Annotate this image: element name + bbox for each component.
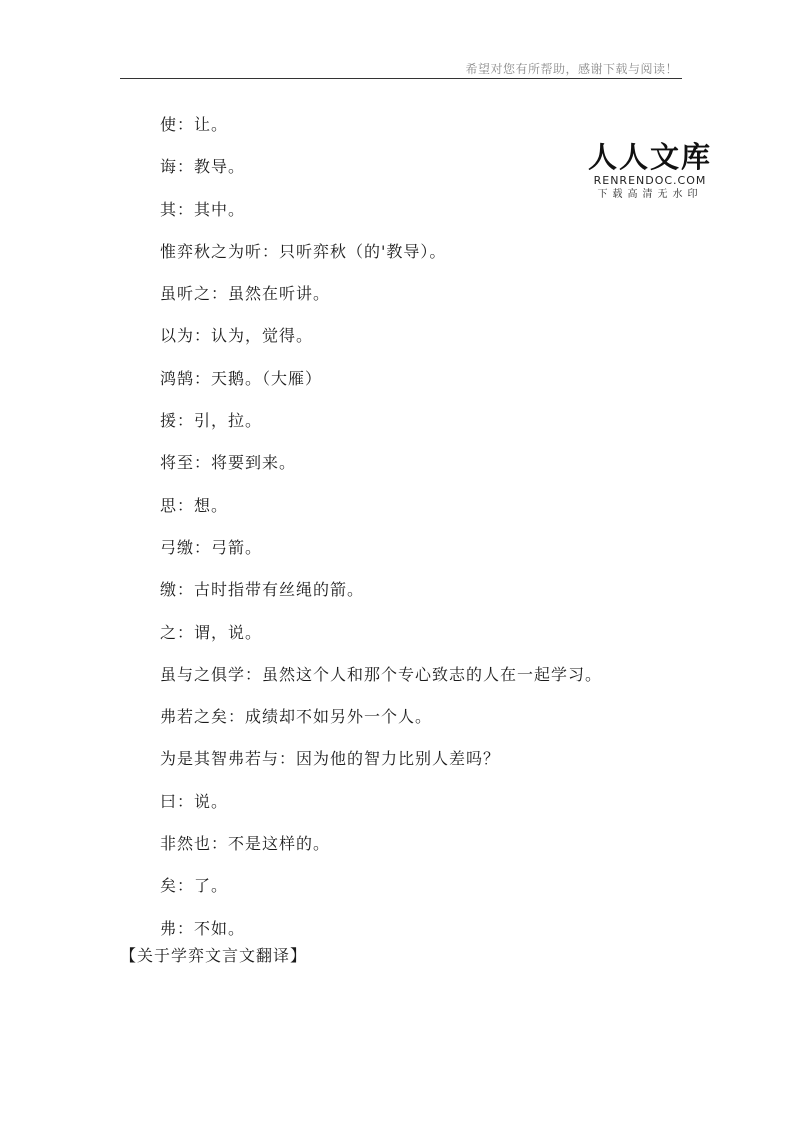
definition-line: 之：谓，说。 [160,622,263,642]
definition-line: 矣：了。 [160,876,229,896]
header-note: 希望对您有所帮助，感谢下载与阅读！ [465,62,678,76]
definition-line: 为是其智弗若与：因为他的智力比别人差吗？ [160,749,501,769]
definition-line: 虽与之俱学：虽然这个人和那个专心致志的人在一起学习。 [160,664,603,684]
definition-line: 弓缴：弓箭。 [160,537,263,557]
definition-line: 虽听之：虽然在听讲。 [160,284,331,304]
definition-line: 以为：认为，觉得。 [160,326,314,346]
definition-line: 弗若之矣：成绩却不如另外一个人。 [160,707,433,727]
definition-line: 诲：教导。 [160,157,246,177]
watermark-tagline: 下载高清无水印 [597,189,703,200]
definition-line: 将至：将要到来。 [160,453,297,473]
definition-list [160,104,720,950]
definition-line: 鸿鹄：天鹅。（大雁） [160,368,323,388]
definition-line: 惟弈秋之为听：只听弈秋（的'教导）。 [160,241,447,261]
definition-line: 使：让。 [160,115,229,134]
watermark-title: 人人文库 [587,140,712,174]
header-divider [120,78,682,79]
definition-line: 援：引，拉。 [160,411,263,431]
definition-line: 曰：说。 [160,791,229,811]
definition-line: 非然也：不是这样的。 [160,834,331,854]
definition-line: 其：其中。 [160,199,246,219]
definition-line: 弗：不如。 [160,918,246,938]
section-heading: 【关于学弈文言文翻译】 [120,946,308,965]
watermark-domain: RENRENDOC.COM [593,174,707,187]
definition-line: 思：想。 [160,495,229,515]
definition-line: 缴：古时指带有丝绳的箭。 [160,580,365,600]
